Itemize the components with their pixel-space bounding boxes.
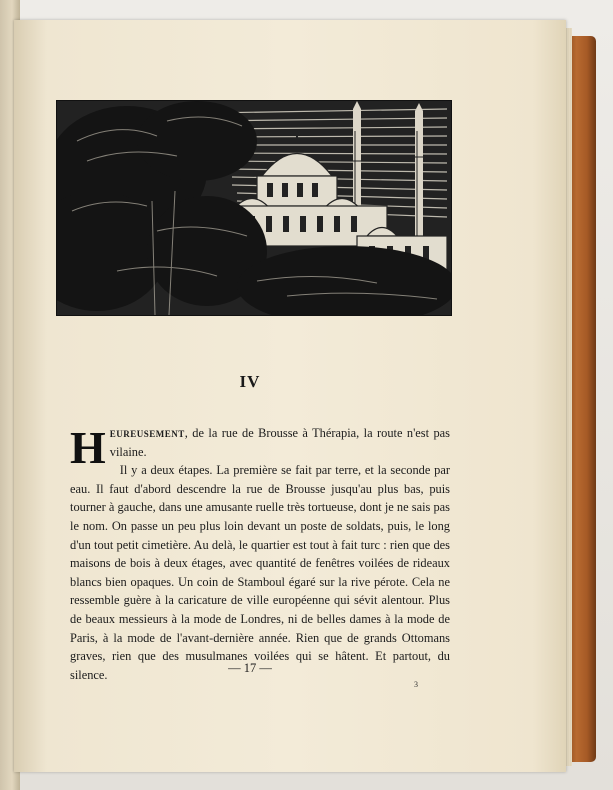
second-paragraph: Il y a deux étapes. La première se fait par terre, et la seconde par eau. Il faut d'abord descendre la rue de Brousse jusqu'au plus bas, puis tourner à gauche, dans une amusante ruelle très tortueuse, dont je ne sais pas le nom. On passe un peu plus loin devant un poste de soldats, puis, le long d'un tout petit cimetière. Au delà, le quartier est tout à fait turc : rien que des maisons de bois à deux étages, avec quantité de fenêtres voilées de rideaux blancs bien opaques. Un coin de Stamboul égaré sur la rive pérote. Cela ne ressemble guère à la caricature de ville européenne qui sévit alentour. Plus de beaux messieurs à la mode de Londres, ni de belles dames à la mode de Paris, à la mode de l'avant-dernière année. Rien que de grands Ottomans graves, rien que des musulmanes voilées qui se hâtent. Et partout, du silence.: [70, 463, 450, 682]
page-number: — 17 —: [228, 661, 272, 675]
mosque-woodcut-icon: [56, 100, 452, 316]
paragraph-1-text: , de la rue de Brousse à Thérapia, la route n'est pas vilaine.: [109, 426, 450, 459]
drop-cap: H: [70, 422, 106, 473]
first-paragraph: [70, 422, 450, 473]
chapter-heading: IV: [239, 372, 261, 391]
signature-mark: 3: [414, 680, 418, 689]
first-word: eureusement: [109, 426, 185, 440]
body-text: [70, 424, 450, 684]
